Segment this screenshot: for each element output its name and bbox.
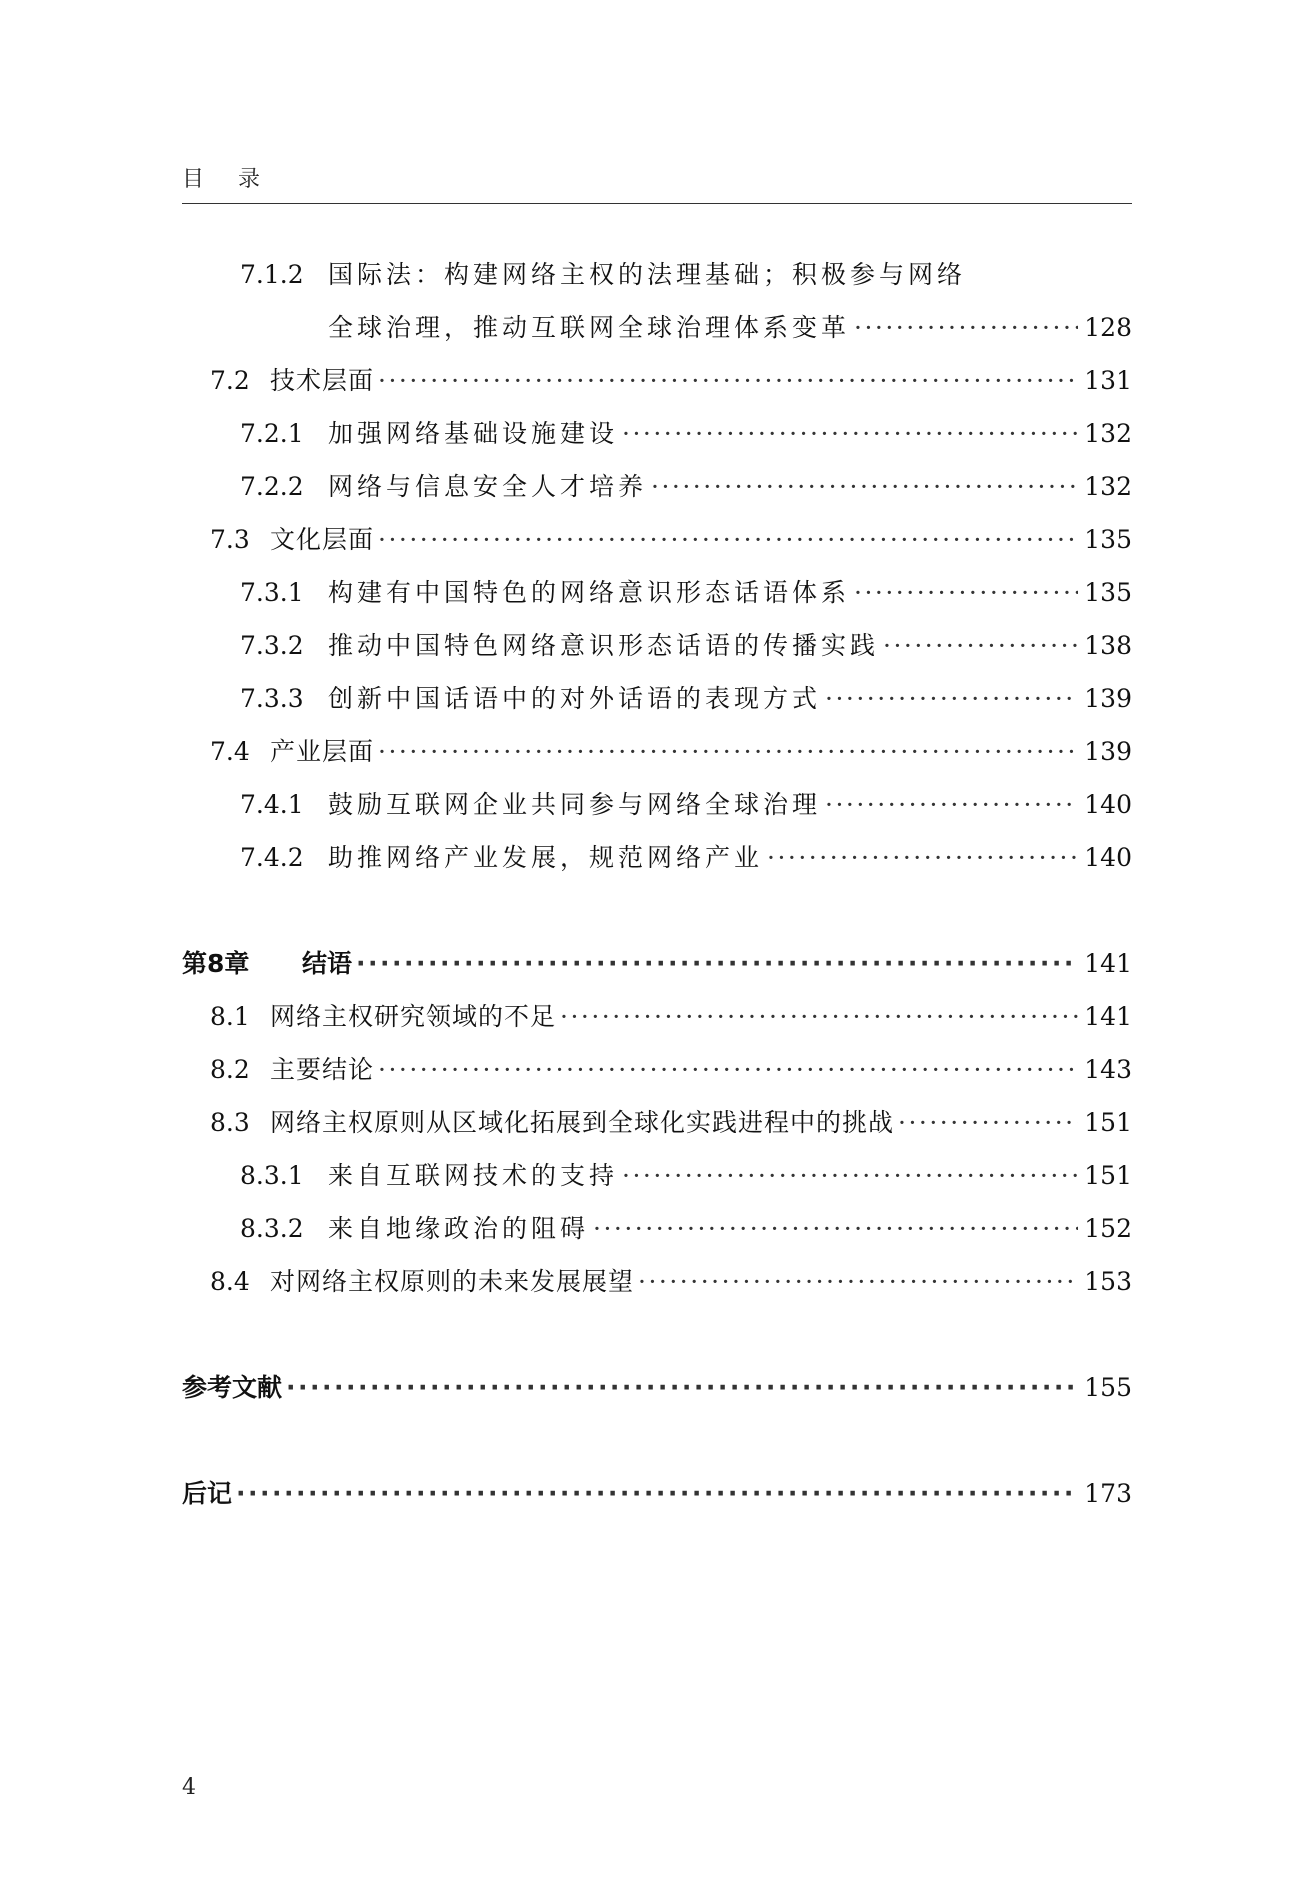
toc-entry-8-3-2[interactable] <box>182 1209 1132 1249</box>
entry-title: 国际法：构建网络主权的法理基础；积极参与网络 <box>328 260 967 289</box>
entry-number: 8.3.1 <box>240 1161 304 1190</box>
dot-leader <box>236 1474 1078 1514</box>
page-number: 128 <box>1084 313 1132 342</box>
toc-entry-7-2-2[interactable] <box>182 467 1132 507</box>
entry-number: 8.2 <box>210 1055 250 1084</box>
dot-leader <box>825 785 1078 825</box>
toc-entry-7-4-2[interactable] <box>182 838 1132 878</box>
entry-number: 7.3 <box>210 525 250 554</box>
page-number: 173 <box>1084 1479 1132 1508</box>
entry-title: 来自地缘政治的阻碍 <box>328 1214 590 1243</box>
entry-number: 7.3.2 <box>240 631 304 660</box>
entry-title: 来自互联网技术的支持 <box>328 1161 619 1190</box>
entry-title: 网络与信息安全人才培养 <box>328 472 648 501</box>
dot-leader <box>767 838 1078 878</box>
toc-entry-7-3-3[interactable] <box>182 679 1132 719</box>
page-number: 138 <box>1084 631 1132 660</box>
page-number: 140 <box>1084 843 1132 872</box>
toc-entry-8-1[interactable] <box>182 997 1132 1037</box>
entry-title: 文化层面 <box>270 525 375 554</box>
dot-leader <box>651 467 1078 507</box>
entry-number: 8.4 <box>210 1267 250 1296</box>
page-number: 141 <box>1084 1002 1132 1031</box>
toc-entry-7-2[interactable] <box>182 361 1132 401</box>
entry-number: 7.3.1 <box>240 578 304 607</box>
page-number: 132 <box>1084 472 1132 501</box>
entry-number: 7.4.1 <box>240 790 304 819</box>
toc-chapter-8[interactable] <box>182 944 1132 984</box>
entry-number: 7.1.2 <box>240 260 304 289</box>
page-number: 139 <box>1084 737 1132 766</box>
entry-title: 主要结论 <box>270 1055 375 1084</box>
dot-leader <box>638 1262 1078 1302</box>
dot-leader <box>622 1156 1078 1196</box>
entry-title: 加强网络基础设施建设 <box>328 419 619 448</box>
dot-leader <box>854 308 1078 348</box>
entry-number: 7.2.2 <box>240 472 304 501</box>
page-number: 152 <box>1084 1214 1132 1243</box>
entry-number: 8.1 <box>210 1002 250 1031</box>
entry-number: 7.3.3 <box>240 684 304 713</box>
chapter-number: 第8章 <box>182 949 250 978</box>
page-number: 151 <box>1084 1108 1132 1137</box>
running-head: 目录 <box>182 167 295 192</box>
header-rule <box>182 203 1132 204</box>
entry-number: 7.2 <box>210 366 250 395</box>
entry-title: 技术层面 <box>270 366 375 395</box>
page-number: 132 <box>1084 419 1132 448</box>
toc-entry-7-4[interactable] <box>182 732 1132 772</box>
dot-leader <box>378 1050 1078 1090</box>
toc-entry-8-4[interactable] <box>182 1262 1132 1302</box>
dot-leader <box>560 997 1078 1037</box>
dot-leader <box>898 1103 1078 1143</box>
toc-entry-7-1-2-continued[interactable] <box>182 308 1132 348</box>
dot-leader <box>356 944 1078 984</box>
entry-title: 构建有中国特色的网络意识形态话语体系 <box>328 578 851 607</box>
page-number: 135 <box>1084 578 1132 607</box>
dot-leader <box>378 732 1078 772</box>
chapter-title: 结语 <box>302 949 353 978</box>
page-number: 153 <box>1084 1267 1132 1296</box>
entry-title: 鼓励互联网企业共同参与网络全球治理 <box>328 790 822 819</box>
entry-title: 网络主权原则从区域化拓展到全球化实践进程中的挑战 <box>270 1108 895 1137</box>
page-number: 151 <box>1084 1161 1132 1190</box>
page-number: 155 <box>1084 1373 1132 1402</box>
entry-title: 助推网络产业发展，规范网络产业 <box>328 843 764 872</box>
entry-number: 8.3.2 <box>240 1214 304 1243</box>
dot-leader <box>825 679 1078 719</box>
dot-leader <box>854 573 1078 613</box>
entry-title-continued: 全球治理，推动互联网全球治理体系变革 <box>328 313 851 342</box>
entry-title: 产业层面 <box>270 737 375 766</box>
entry-title: 推动中国特色网络意识形态话语的传播实践 <box>328 631 880 660</box>
page-number: 143 <box>1084 1055 1132 1084</box>
page-number: 131 <box>1084 366 1132 395</box>
entry-number: 7.4.2 <box>240 843 304 872</box>
toc-entry-8-2[interactable] <box>182 1050 1132 1090</box>
entry-title: 创新中国话语中的对外话语的表现方式 <box>328 684 822 713</box>
page-folio: 4 <box>182 1775 196 1800</box>
dot-leader <box>883 626 1078 666</box>
entry-number: 7.4 <box>210 737 250 766</box>
toc-entry-7-3[interactable] <box>182 520 1132 560</box>
toc-entry-8-3-1[interactable] <box>182 1156 1132 1196</box>
toc-references[interactable] <box>182 1368 1132 1408</box>
toc-entry-7-1-2[interactable] <box>182 255 1132 295</box>
afterword-title: 后记 <box>182 1479 233 1508</box>
page-number: 139 <box>1084 684 1132 713</box>
page-number: 141 <box>1084 949 1132 978</box>
page-number: 140 <box>1084 790 1132 819</box>
entry-number: 7.2.1 <box>240 419 304 448</box>
entry-number: 8.3 <box>210 1108 250 1137</box>
dot-leader <box>378 520 1078 560</box>
entry-title: 网络主权研究领域的不足 <box>270 1002 557 1031</box>
toc-entry-8-3[interactable] <box>182 1103 1132 1143</box>
dot-leader <box>286 1368 1078 1408</box>
toc-entry-7-4-1[interactable] <box>182 785 1132 825</box>
toc-entry-7-3-1[interactable] <box>182 573 1132 613</box>
toc-entry-7-2-1[interactable] <box>182 414 1132 454</box>
toc-entry-7-3-2[interactable] <box>182 626 1132 666</box>
entry-title: 对网络主权原则的未来发展展望 <box>270 1267 635 1296</box>
page-number: 135 <box>1084 525 1132 554</box>
dot-leader <box>593 1209 1078 1249</box>
dot-leader <box>622 414 1078 454</box>
toc-afterword[interactable] <box>182 1474 1132 1514</box>
dot-leader <box>378 361 1078 401</box>
references-title: 参考文献 <box>182 1373 283 1402</box>
